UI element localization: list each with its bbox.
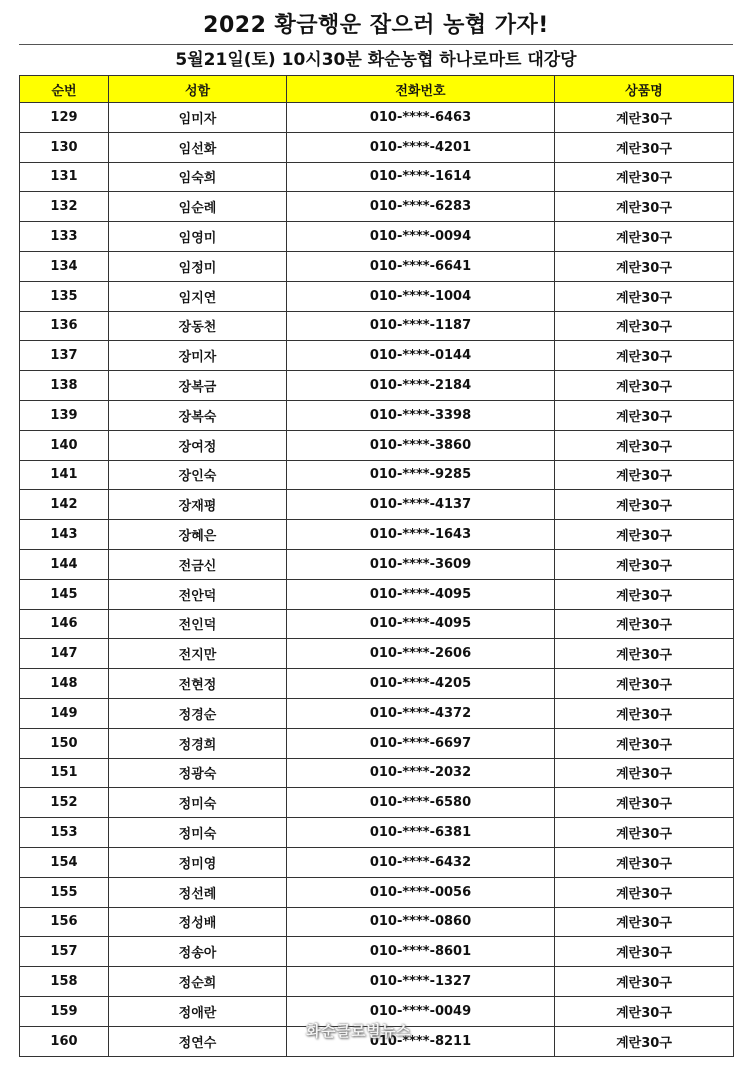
cell-name: 정선례	[109, 877, 287, 907]
cell-phone: 010-****-4095	[287, 609, 555, 639]
cell-number: 140	[20, 430, 109, 460]
cell-product: 계란30구	[555, 907, 734, 937]
cell-number: 129	[20, 103, 109, 133]
cell-phone: 010-****-1614	[287, 162, 555, 192]
cell-product: 계란30구	[555, 132, 734, 162]
table-row	[20, 371, 734, 401]
cell-name: 장혜은	[109, 520, 287, 550]
table-row	[20, 967, 734, 997]
cell-product: 계란30구	[555, 430, 734, 460]
cell-product: 계란30구	[555, 818, 734, 848]
watermark-text: 화순클로벌뉴스	[306, 1022, 411, 1040]
cell-phone: 010-****-2184	[287, 371, 555, 401]
cell-number: 155	[20, 877, 109, 907]
cell-product: 계란30구	[555, 281, 734, 311]
cell-product: 계란30구	[555, 698, 734, 728]
cell-phone: 010-****-6697	[287, 728, 555, 758]
cell-product: 계란30구	[555, 609, 734, 639]
cell-number: 158	[20, 967, 109, 997]
cell-number: 156	[20, 907, 109, 937]
cell-name: 정광숙	[109, 758, 287, 788]
cell-name: 전인덕	[109, 609, 287, 639]
table-row	[20, 222, 734, 252]
cell-number: 134	[20, 251, 109, 281]
cell-product: 계란30구	[555, 639, 734, 669]
table-row	[20, 788, 734, 818]
cell-name: 임순례	[109, 192, 287, 222]
column-header-name: 성함	[109, 76, 287, 103]
cell-name: 정경순	[109, 698, 287, 728]
table-row	[20, 877, 734, 907]
table-row	[20, 520, 734, 550]
table-row	[20, 698, 734, 728]
cell-number: 146	[20, 609, 109, 639]
cell-product: 계란30구	[555, 579, 734, 609]
cell-number: 133	[20, 222, 109, 252]
cell-number: 160	[20, 1026, 109, 1056]
cell-product: 계란30구	[555, 728, 734, 758]
cell-phone: 010-****-0860	[287, 907, 555, 937]
cell-product: 계란30구	[555, 996, 734, 1026]
cell-name: 장재평	[109, 490, 287, 520]
cell-name: 장인숙	[109, 460, 287, 490]
cell-name: 정애란	[109, 996, 287, 1026]
cell-phone: 010-****-0144	[287, 341, 555, 371]
cell-name: 장복숙	[109, 400, 287, 430]
cell-number: 139	[20, 400, 109, 430]
cell-product: 계란30구	[555, 341, 734, 371]
cell-phone: 010-****-3860	[287, 430, 555, 460]
cell-name: 임지연	[109, 281, 287, 311]
table-row	[20, 907, 734, 937]
cell-name: 정연수	[109, 1026, 287, 1056]
table-row	[20, 311, 734, 341]
cell-product: 계란30구	[555, 251, 734, 281]
cell-product: 계란30구	[555, 222, 734, 252]
cell-product: 계란30구	[555, 549, 734, 579]
cell-phone: 010-****-6463	[287, 103, 555, 133]
table-row	[20, 281, 734, 311]
table-row	[20, 937, 734, 967]
table-row	[20, 103, 734, 133]
cell-name: 정미숙	[109, 788, 287, 818]
cell-product: 계란30구	[555, 162, 734, 192]
cell-number: 130	[20, 132, 109, 162]
cell-name: 전지만	[109, 639, 287, 669]
cell-phone: 010-****-6381	[287, 818, 555, 848]
table-row	[20, 460, 734, 490]
cell-product: 계란30구	[555, 400, 734, 430]
cell-number: 135	[20, 281, 109, 311]
cell-name: 정성배	[109, 907, 287, 937]
cell-phone: 010-****-0049	[287, 996, 555, 1026]
cell-product: 계란30구	[555, 669, 734, 699]
cell-product: 계란30구	[555, 490, 734, 520]
cell-product: 계란30구	[555, 1026, 734, 1056]
cell-product: 계란30구	[555, 103, 734, 133]
cell-product: 계란30구	[555, 967, 734, 997]
table-row	[20, 341, 734, 371]
winner-table	[19, 75, 734, 1057]
cell-product: 계란30구	[555, 192, 734, 222]
cell-phone: 010-****-6641	[287, 251, 555, 281]
cell-name: 임정미	[109, 251, 287, 281]
cell-name: 정미영	[109, 847, 287, 877]
cell-phone: 010-****-2032	[287, 758, 555, 788]
table-row	[20, 192, 734, 222]
cell-number: 149	[20, 698, 109, 728]
table-row	[20, 579, 734, 609]
cell-product: 계란30구	[555, 877, 734, 907]
table-row	[20, 847, 734, 877]
cell-number: 137	[20, 341, 109, 371]
table-row	[20, 251, 734, 281]
cell-number: 145	[20, 579, 109, 609]
cell-phone: 010-****-1004	[287, 281, 555, 311]
table-row	[20, 639, 734, 669]
cell-product: 계란30구	[555, 847, 734, 877]
cell-name: 정경희	[109, 728, 287, 758]
cell-phone: 010-****-9285	[287, 460, 555, 490]
table-row	[20, 996, 734, 1026]
cell-name: 전안덕	[109, 579, 287, 609]
cell-product: 계란30구	[555, 311, 734, 341]
cell-phone: 010-****-4205	[287, 669, 555, 699]
cell-product: 계란30구	[555, 520, 734, 550]
table-header-row	[20, 76, 734, 103]
cell-number: 131	[20, 162, 109, 192]
page-subtitle: 5월21일(토) 10시30분 화순농협 하나로마트 대강당	[175, 50, 577, 70]
table-row	[20, 400, 734, 430]
cell-phone: 010-****-1643	[287, 520, 555, 550]
table-body	[20, 103, 734, 1057]
cell-number: 159	[20, 996, 109, 1026]
cell-number: 136	[20, 311, 109, 341]
table-row	[20, 1026, 734, 1056]
cell-product: 계란30구	[555, 788, 734, 818]
cell-phone: 010-****-2606	[287, 639, 555, 669]
table-row	[20, 162, 734, 192]
column-header-product: 상품명	[555, 76, 734, 103]
cell-number: 151	[20, 758, 109, 788]
cell-name: 장여정	[109, 430, 287, 460]
cell-phone: 010-****-4372	[287, 698, 555, 728]
cell-name: 장복금	[109, 371, 287, 401]
cell-phone: 010-****-6580	[287, 788, 555, 818]
cell-phone: 010-****-3609	[287, 549, 555, 579]
cell-name: 장미자	[109, 341, 287, 371]
cell-number: 143	[20, 520, 109, 550]
cell-name: 정순희	[109, 967, 287, 997]
table-row	[20, 609, 734, 639]
cell-name: 임미자	[109, 103, 287, 133]
cell-number: 157	[20, 937, 109, 967]
cell-number: 153	[20, 818, 109, 848]
cell-name: 정송아	[109, 937, 287, 967]
cell-number: 154	[20, 847, 109, 877]
page-title: 2022 황금행운 잡으러 농협 가자!	[19, 8, 733, 45]
cell-phone: 010-****-1187	[287, 311, 555, 341]
cell-phone: 010-****-0056	[287, 877, 555, 907]
cell-product: 계란30구	[555, 371, 734, 401]
cell-number: 148	[20, 669, 109, 699]
cell-number: 150	[20, 728, 109, 758]
cell-number: 141	[20, 460, 109, 490]
cell-name: 임선화	[109, 132, 287, 162]
column-header-number: 순번	[20, 76, 109, 103]
table-row	[20, 669, 734, 699]
cell-name: 전현정	[109, 669, 287, 699]
cell-number: 132	[20, 192, 109, 222]
cell-phone: 010-****-6283	[287, 192, 555, 222]
cell-number: 138	[20, 371, 109, 401]
cell-number: 144	[20, 549, 109, 579]
cell-phone: 010-****-8601	[287, 937, 555, 967]
cell-phone: 010-****-4095	[287, 579, 555, 609]
cell-phone: 010-****-0094	[287, 222, 555, 252]
cell-number: 142	[20, 490, 109, 520]
table-row	[20, 728, 734, 758]
table-row	[20, 132, 734, 162]
cell-name: 임영미	[109, 222, 287, 252]
cell-name: 정미숙	[109, 818, 287, 848]
cell-phone: 010-****-3398	[287, 400, 555, 430]
table-row	[20, 430, 734, 460]
cell-product: 계란30구	[555, 758, 734, 788]
cell-product: 계란30구	[555, 937, 734, 967]
cell-phone: 010-****-8211	[287, 1026, 555, 1056]
cell-name: 전금신	[109, 549, 287, 579]
table-row	[20, 549, 734, 579]
table-row	[20, 818, 734, 848]
cell-number: 152	[20, 788, 109, 818]
document-page	[19, 8, 733, 1057]
cell-phone: 010-****-4201	[287, 132, 555, 162]
cell-phone: 010-****-6432	[287, 847, 555, 877]
cell-name: 장동천	[109, 311, 287, 341]
cell-phone: 010-****-4137	[287, 490, 555, 520]
column-header-phone: 전화번호	[287, 76, 555, 103]
table-row	[20, 758, 734, 788]
cell-phone: 010-****-1327	[287, 967, 555, 997]
cell-product: 계란30구	[555, 460, 734, 490]
cell-number: 147	[20, 639, 109, 669]
table-row	[20, 490, 734, 520]
cell-name: 임숙희	[109, 162, 287, 192]
